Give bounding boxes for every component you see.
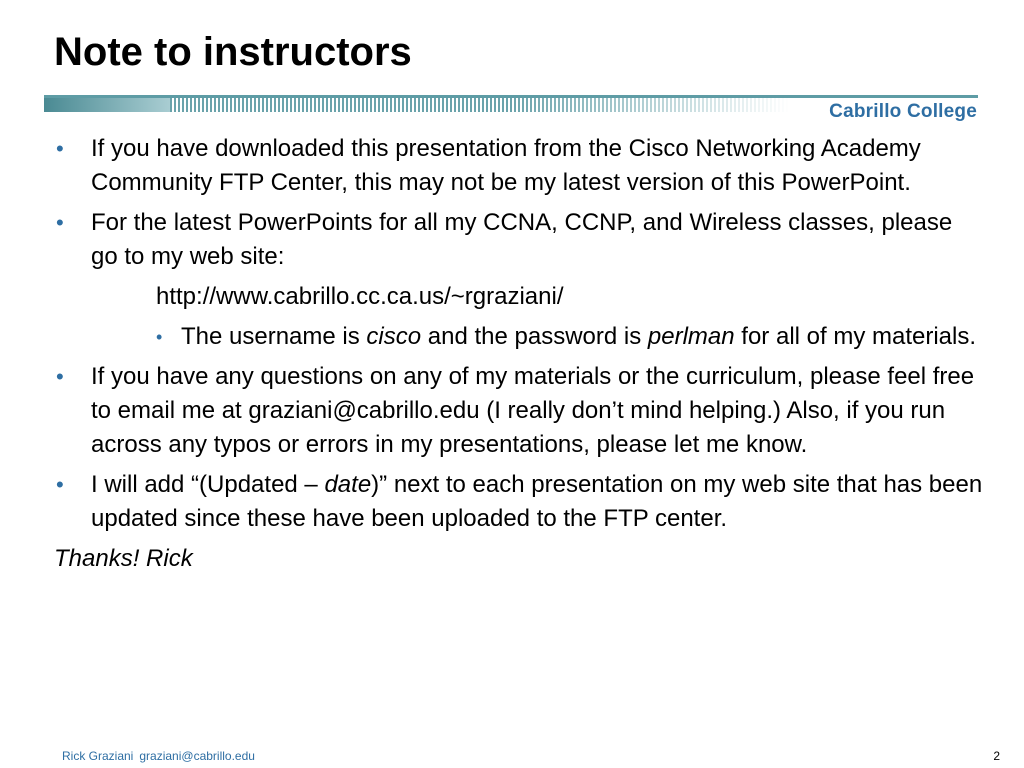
sub-bullet-item (54, 320, 984, 354)
bullet-item (54, 206, 984, 274)
banner-stripes (170, 98, 790, 112)
bullet-text: I will add “(Updated – date)” next to each presentation on my web site that has been updated since these have been uploaded to the FTP center. (91, 471, 983, 532)
slide-title: Note to instructors (54, 30, 412, 74)
page-number: 2 (993, 749, 1000, 763)
bullet-icon: • (56, 472, 64, 497)
password-value: perlman (647, 323, 735, 350)
username-value: cisco (366, 323, 422, 350)
bullet-item (54, 468, 984, 536)
website-url[interactable]: http://www.cabrillo.cc.ca.us/~rgraziani/ (156, 283, 564, 310)
bullet-icon: • (56, 210, 64, 235)
cabrillo-college-logo: Cabrillo College (829, 101, 977, 122)
footer-author (62, 749, 255, 763)
bullet-text: For the latest PowerPoints for all my CCNA, CCNP, and Wireless classes, please go to my web site: (91, 209, 953, 270)
closing-signature: Thanks! Rick (54, 545, 193, 572)
banner-gradient-block (44, 98, 170, 112)
sub-bullet-text: The username is cisco and the password is perlman for all of my materials. (181, 323, 977, 350)
bullet-text: If you have any questions on any of my materials or the curriculum, please feel free to email me at graziani@cabrillo.edu (I really don’t mind helping.) Also, if you run across any typos or errors in my presentations, please let me know. (91, 363, 975, 458)
slide-body (54, 132, 984, 576)
bullet-icon: • (56, 364, 64, 389)
bullet-text: If you have downloaded this presentation from the Cisco Networking Academy Community FTP Center, this may not be my latest version of this PowerPoint. (91, 135, 921, 196)
date-placeholder: date (324, 471, 372, 498)
bullet-icon: • (56, 136, 64, 161)
sub-bullet-icon: • (156, 327, 163, 347)
footer-email[interactable]: graziani@cabrillo.edu (139, 749, 255, 763)
footer-author-name: Rick Graziani (62, 749, 134, 763)
bullet-item (54, 132, 984, 200)
bullet-item (54, 360, 984, 462)
